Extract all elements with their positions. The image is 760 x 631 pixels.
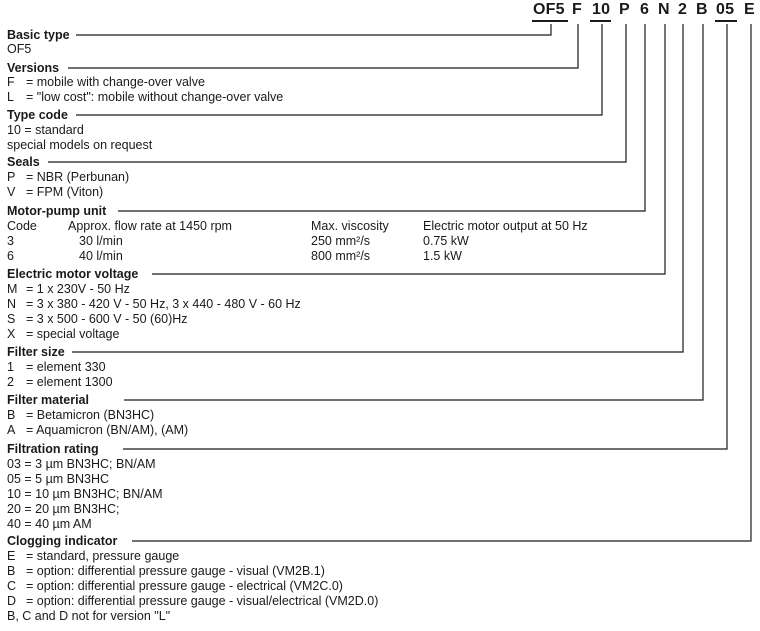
filtration-rating-line: 10 = 10 µm BN3HC; BN/AM [7,487,163,501]
seals-key: P [7,170,16,184]
filtration-rating-line: 20 = 20 µm BN3HC; [7,502,120,516]
code-underline [715,20,737,22]
filter-size-text: = element 330 [26,360,106,374]
clogging-text: = option: differential pressure gauge - visual/electrical (VM2D.0) [26,594,379,608]
connector-motor-voltage [152,24,665,274]
code-segment-filtration-rating: 05 [716,1,735,18]
clogging-text: = option: differential pressure gauge - electrical (VM2C.0) [26,579,343,593]
clogging-key: E [7,549,16,563]
section-title-filter-material: Filter material [7,393,89,407]
motor-pump-header-output: Electric motor output at 50 Hz [423,219,588,233]
motor-pump-header-viscosity: Max. viscosity [311,219,389,233]
filter-material-key: A [7,423,16,437]
code-segment-type-code: 10 [592,1,611,18]
code-segment-version: F [572,1,582,18]
voltage-text: = special voltage [26,327,120,341]
clogging-key: D [7,594,17,608]
code-underline [590,20,611,22]
versions-key: L [7,90,14,104]
motor-pump-cell: 30 l/min [79,234,123,248]
filtration-rating-line: 40 = 40 µm AM [7,517,92,531]
motor-pump-header-flow: Approx. flow rate at 1450 rpm [68,219,232,233]
filter-material-text: = Betamicron (BN3HC) [26,408,155,422]
code-segment-motor-pump: 6 [640,1,650,18]
section-title-versions: Versions [7,61,60,75]
voltage-text: = 3 x 500 - 600 V - 50 (60)Hz [26,312,188,326]
type-code-line: 10 = standard [7,123,84,137]
motor-pump-cell: 0.75 kW [423,234,469,248]
section-title-basic-type: Basic type [7,28,70,42]
section-title-motor-voltage: Electric motor voltage [7,267,139,281]
clogging-key: B [7,564,16,578]
seals-text: = FPM (Viton) [26,185,104,199]
motor-pump-cell: 3 [7,234,14,248]
motor-pump-cell: 800 mm²/s [311,249,371,263]
connector-motor-pump [118,24,645,211]
section-title-clogging: Clogging indicator [7,534,118,548]
basic-type-value: OF5 [7,42,32,56]
versions-text: = mobile with change-over valve [26,75,205,89]
voltage-text: = 3 x 380 - 420 V - 50 Hz, 3 x 440 - 480 V - 60 Hz [26,297,301,311]
filter-size-text: = element 1300 [26,375,113,389]
code-segment-clogging: E [744,1,755,18]
seals-key: V [7,185,16,199]
voltage-key: X [7,327,16,341]
motor-pump-header-code: Code [7,219,37,233]
motor-pump-cell: 6 [7,249,14,263]
code-segment-voltage: N [658,1,670,18]
connector-basic-type [76,24,551,35]
code-underline [532,20,568,22]
code-segment-basic-type: OF5 [533,1,565,18]
filter-size-key: 2 [7,375,14,389]
clogging-text: = option: differential pressure gauge - visual (VM2B.1) [26,564,325,578]
section-title-filter-size: Filter size [7,345,65,359]
seals-text: = NBR (Perbunan) [26,170,130,184]
clogging-note: B, C and D not for version "L" [7,609,171,623]
connector-filter-material [124,24,703,400]
section-title-seals: Seals [7,155,40,169]
motor-pump-cell: 250 mm²/s [311,234,371,248]
filter-size-key: 1 [7,360,14,374]
code-segment-filter-size: 2 [678,1,688,18]
clogging-text: = standard, pressure gauge [26,549,180,563]
code-segment-seals: P [619,1,630,18]
voltage-key: S [7,312,16,326]
voltage-key: N [7,297,17,311]
motor-pump-cell: 1.5 kW [423,249,462,263]
type-code-line: special models on request [7,138,153,152]
filtration-rating-line: 03 = 3 µm BN3HC; BN/AM [7,457,156,471]
section-title-type-code: Type code [7,108,68,122]
versions-text: = "low cost": mobile without change-over valve [26,90,284,104]
voltage-key: M [7,282,18,296]
section-title-motor-pump: Motor-pump unit [7,204,107,218]
versions-key: F [7,75,15,89]
motor-pump-cell: 40 l/min [79,249,123,263]
code-segment-filter-material: B [696,1,708,18]
clogging-key: C [7,579,17,593]
filter-material-text: = Aquamicron (BN/AM), (AM) [26,423,189,437]
filter-material-key: B [7,408,16,422]
voltage-text: = 1 x 230V - 50 Hz [26,282,130,296]
filtration-rating-line: 05 = 5 µm BN3HC [7,472,110,486]
connector-versions [68,24,578,68]
section-title-filtration-rating: Filtration rating [7,442,99,456]
